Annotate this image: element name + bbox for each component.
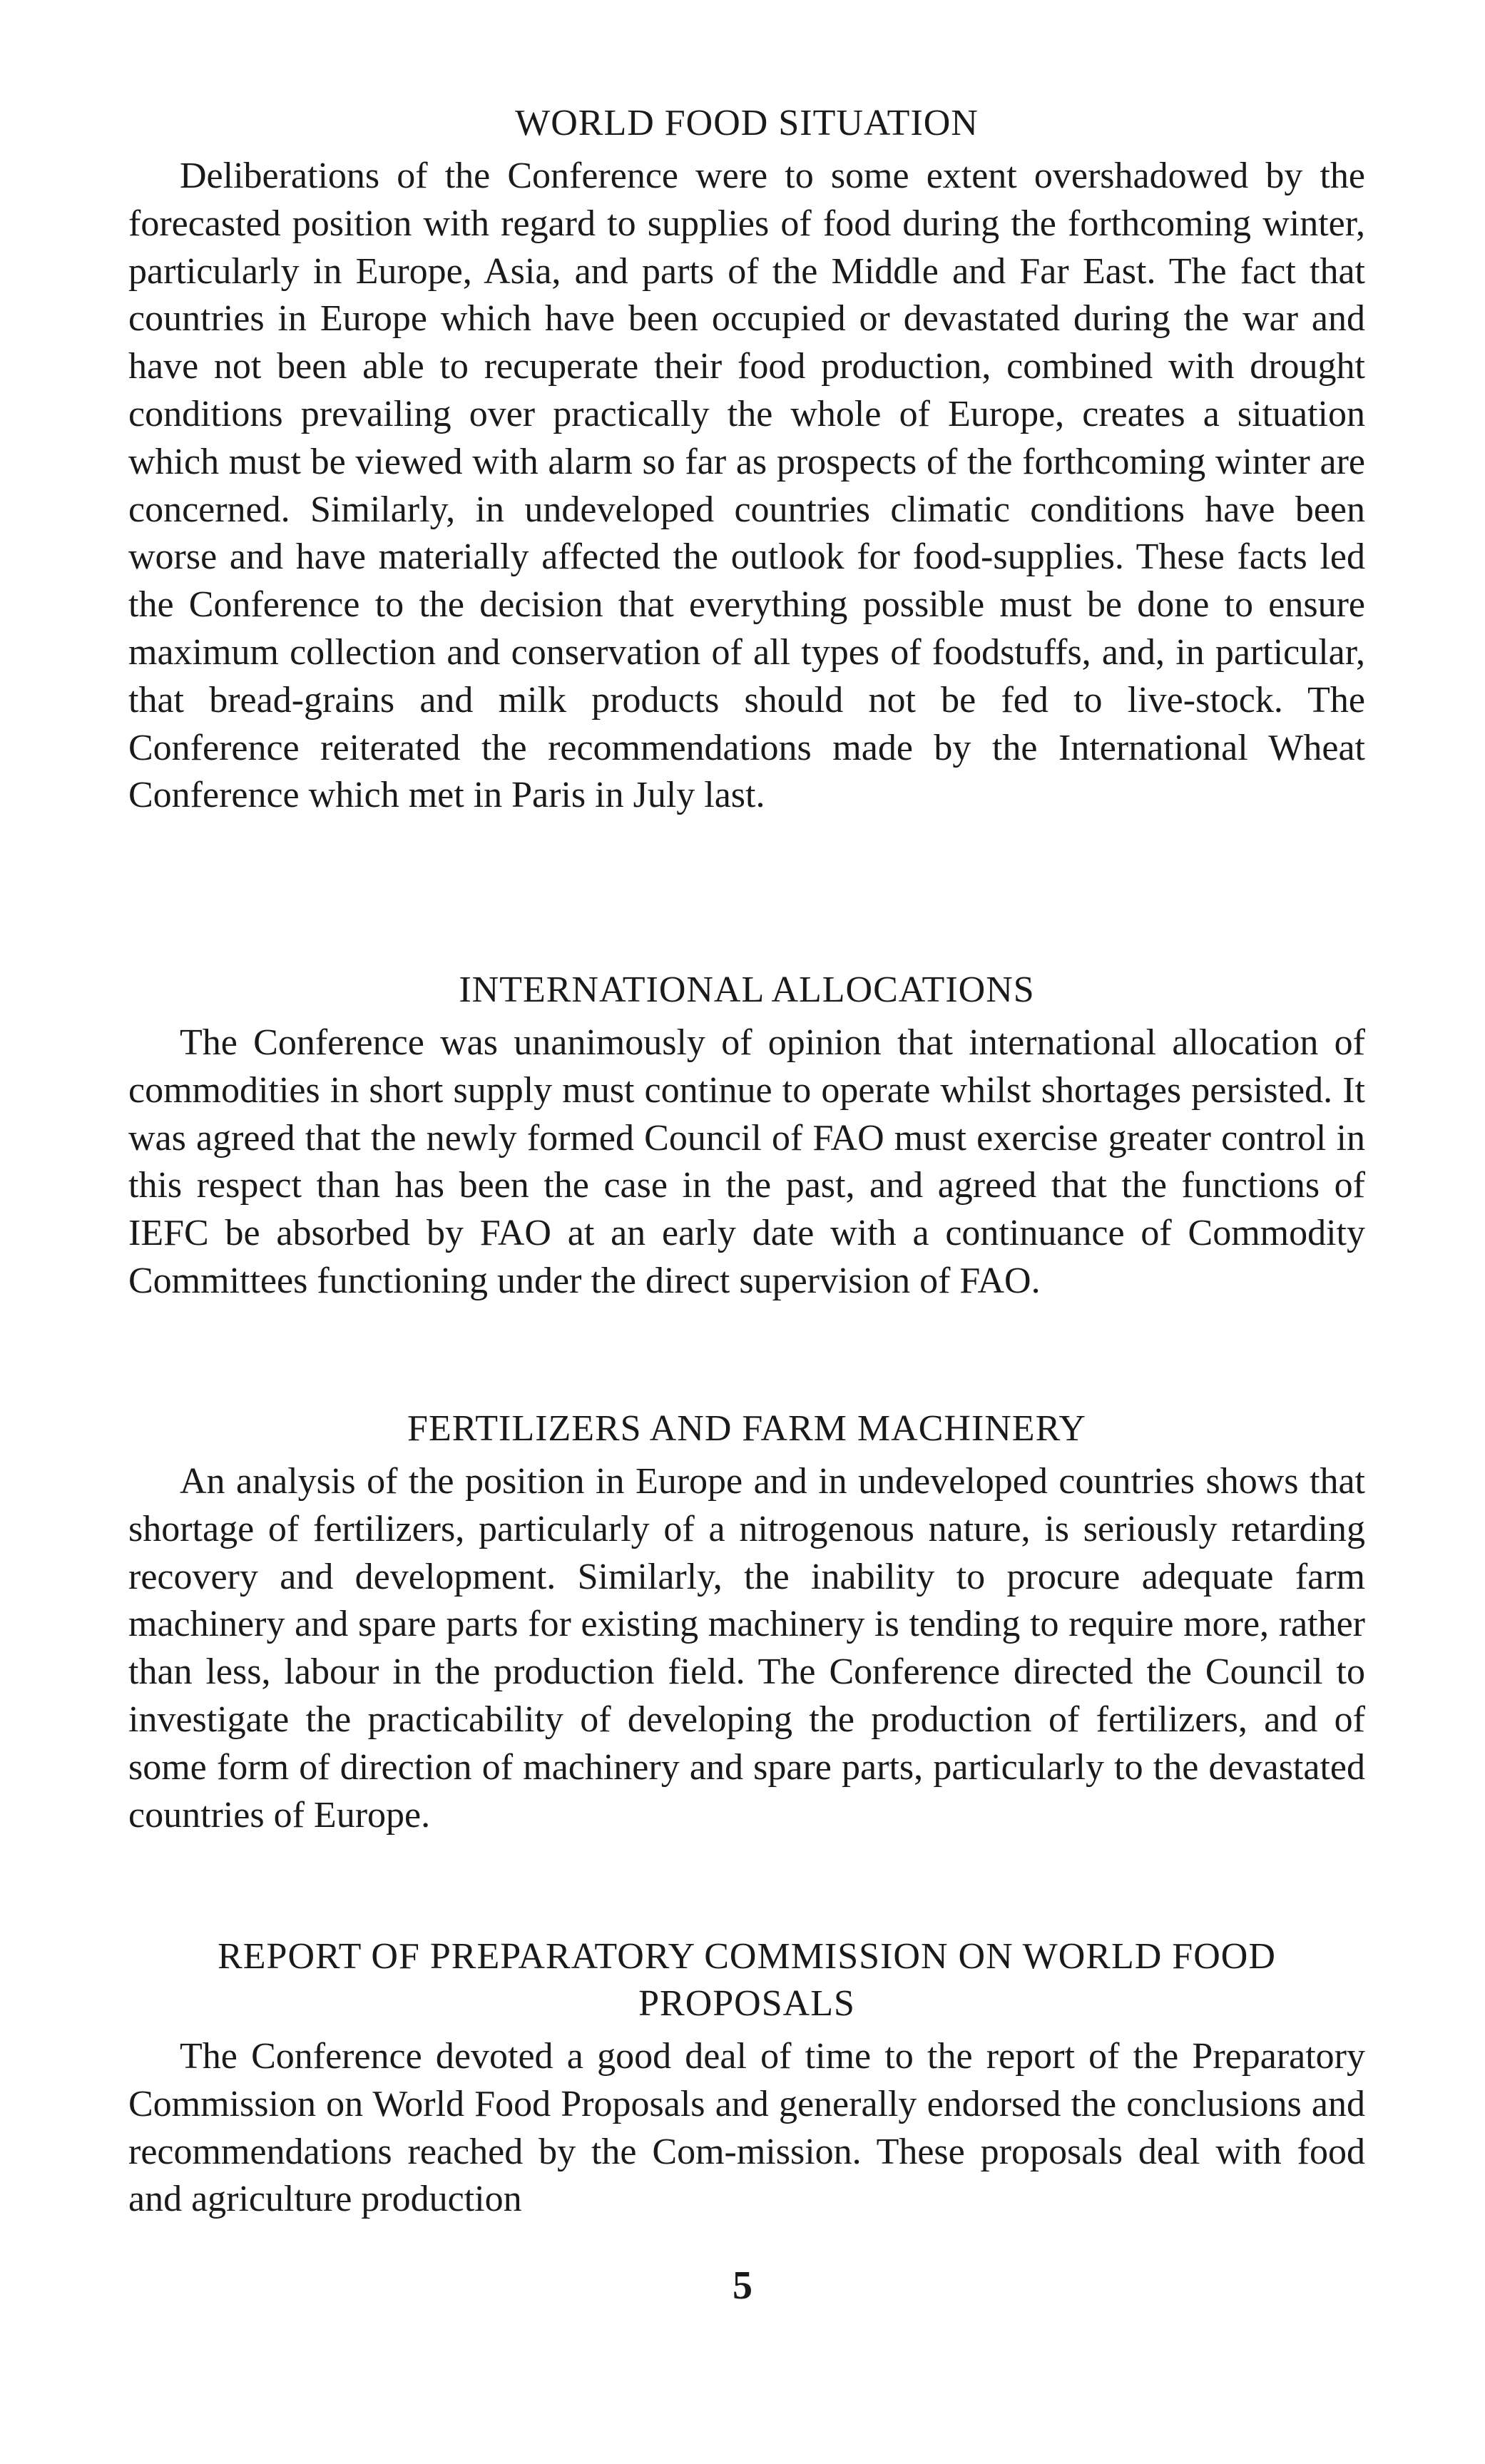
section-paragraph: An analysis of the position in Europe and in undeveloped countries shows that shortage of fertilizers, particularly of a nitrogenous nature, is seriously retarding recovery and development. Similarly, the inability to procure adequate farm machinery and spare parts for existing machinery is tending to require more, rather than less, labour in the production field. The Conference directed the Council to investigate the practicability of developing the production of fertilizers, and of some form of direction of machinery and spare parts, particularly to the devastated countries of Europe. bbox=[128, 1461, 1365, 1836]
section-heading: WORLD FOOD SITUATION bbox=[515, 103, 979, 143]
section-heading: INTERNATIONAL ALLOCATIONS bbox=[459, 969, 1035, 1010]
page-number: 5 bbox=[733, 2264, 752, 2308]
section-international-allocations bbox=[128, 967, 1365, 1305]
section-paragraph: The Conference devoted a good deal of time to the report of the Preparatory Commission on World Food Proposals and generally endorsed the conclusions and recommendations reached by the Com-mission. These proposals deal with food and agriculture production bbox=[128, 2036, 1365, 2220]
section-fertilizers-farm-machinery bbox=[128, 1405, 1365, 1839]
section-heading: REPORT OF PREPARATORY COMMISSION ON WORLD FOOD PROPOSALS bbox=[218, 1936, 1276, 2024]
section-paragraph: Deliberations of the Conference were to some extent overshadowed by the forecasted position with regard to supplies of food during the forthcoming winter, particularly in Europe, Asia, and parts of the Middle and Far East. The fact that countries in Europe which have been occupied or devastated during the war and have not been able to recuperate their food production, combined with drought conditions prevailing over practically the whole of Europe, creates a situation which must be viewed with alarm so far as prospects of the forthcoming winter are concerned. Similarly, in undeveloped countries climatic conditions have been worse and have materially affected the outlook for food-supplies. These facts led the Conference to the decision that everything possible must be done to ensure maximum collection and conservation of all types of foodstuffs, and, in particular, that bread-grains and milk products should not be fed to live-stock. The Conference reiterated the recommendations made by the International Wheat Conference which met in Paris in July last. bbox=[128, 156, 1365, 816]
section-preparatory-commission-report bbox=[128, 1933, 1365, 2224]
section-world-food-situation bbox=[128, 100, 1365, 820]
section-heading: FERTILIZERS AND FARM MACHINERY bbox=[407, 1408, 1086, 1449]
section-paragraph: The Conference was unanimously of opinion that international allocation of commodities in short supply must continue to operate whilst shortages persisted. It was agreed that the newly formed Council of FAO must exercise greater control in this respect than has been the case in the past, and agreed that the functions of IEFC be absorbed by FAO at an early date with a continuance of Commodity Committees functioning under the direct supervision of FAO. bbox=[128, 1022, 1365, 1301]
